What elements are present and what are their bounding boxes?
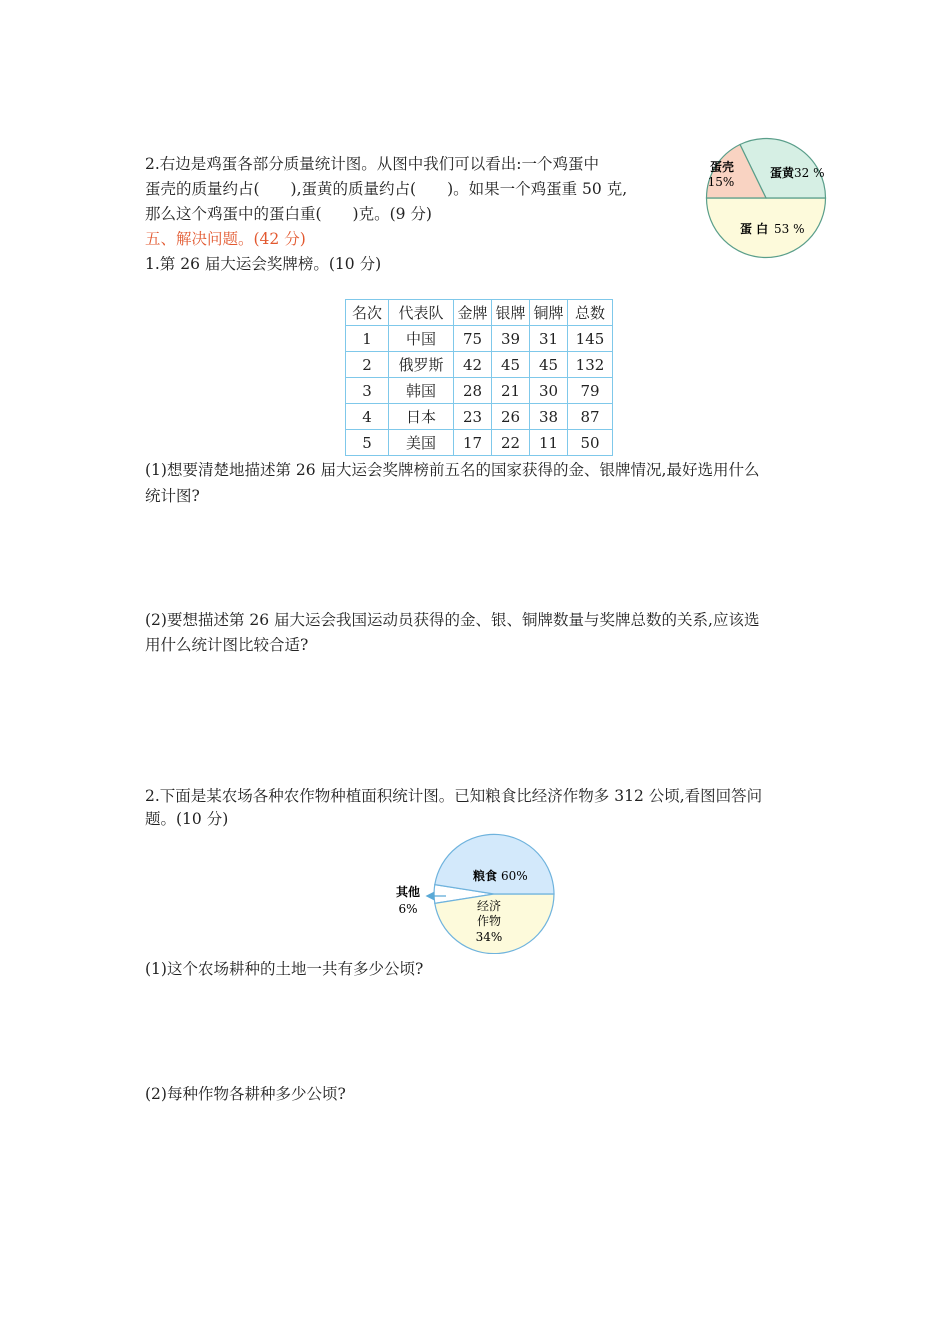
table-row (346, 326, 613, 352)
egg-white-value: 53 % (774, 222, 805, 236)
table-cell: 美国 (389, 430, 454, 456)
table-cell: 39 (492, 326, 530, 352)
table-cell: 145 (568, 326, 613, 352)
table-cell: 11 (530, 430, 568, 456)
egg-pie-chart (698, 132, 834, 264)
table-header-row (346, 300, 613, 326)
table-cell: 3 (346, 378, 389, 404)
table-cell: 31 (530, 326, 568, 352)
medal-sub1-line-2: 统计图? (145, 487, 200, 505)
table-cell: 26 (492, 404, 530, 430)
table-row (346, 378, 613, 404)
table-cell: 2 (346, 352, 389, 378)
table-header-cell: 总数 (568, 300, 613, 326)
medal-question-title: 1.第 26 届大运会奖牌榜。(10 分) (145, 255, 382, 273)
egg-white-label: 蛋 白 (740, 222, 769, 236)
economic-label-line-1: 经济 (476, 899, 502, 913)
farm-question-line-2: 题。(10 分) (145, 810, 229, 828)
farm-pie-chart (388, 824, 558, 954)
table-row (346, 430, 613, 456)
grain-label: 粮食 (473, 869, 498, 883)
table-cell: 中国 (389, 326, 454, 352)
table-cell: 42 (454, 352, 492, 378)
table-cell: 23 (454, 404, 492, 430)
medal-sub2-line-2: 用什么统计图比较合适? (145, 636, 309, 654)
table-cell: 38 (530, 404, 568, 430)
table-cell: 30 (530, 378, 568, 404)
farm-sub1: (1)这个农场耕种的土地一共有多少公顷? (145, 960, 424, 978)
table-cell: 17 (454, 430, 492, 456)
table-header-cell: 名次 (346, 300, 389, 326)
table-cell: 俄罗斯 (389, 352, 454, 378)
grain-value: 60% (501, 869, 528, 883)
table-cell: 5 (346, 430, 389, 456)
medal-sub2-line-1: (2)要想描述第 26 届大运会我国运动员获得的金、银、铜牌数量与奖牌总数的关系,应该选 (145, 611, 760, 629)
table-row (346, 352, 613, 378)
egg-yolk-label: 蛋黄 (770, 166, 795, 180)
egg-question-line-1: 2.右边是鸡蛋各部分质量统计图。从图中我们可以看出:一个鸡蛋中 (145, 155, 600, 173)
economic-value: 34% (475, 930, 503, 944)
table-cell: 1 (346, 326, 389, 352)
egg-question-line-2: 蛋壳的质量约占( ),蛋黄的质量约占( )。如果一个鸡蛋重 50 克, (145, 180, 628, 198)
table-header-cell: 代表队 (389, 300, 454, 326)
farm-question-line-1: 2.下面是某农场各种农作物种植面积统计图。已知粮食比经济作物多 312 公顷,看图回答问 (145, 787, 763, 805)
table-cell: 韩国 (389, 378, 454, 404)
table-cell: 132 (568, 352, 613, 378)
table-header-cell: 金牌 (454, 300, 492, 326)
egg-shell-value: 15% (707, 175, 735, 189)
table-cell: 22 (492, 430, 530, 456)
table-header-cell: 银牌 (492, 300, 530, 326)
egg-shell-label: 蛋壳 (709, 160, 735, 174)
table-cell: 45 (530, 352, 568, 378)
table-header-cell: 铜牌 (530, 300, 568, 326)
egg-yolk-value: 32 % (794, 166, 825, 180)
table-cell: 45 (492, 352, 530, 378)
economic-label-line-2: 作物 (476, 914, 502, 928)
table-cell: 4 (346, 404, 389, 430)
table-cell: 79 (568, 378, 613, 404)
medal-sub1-line-1: (1)想要清楚地描述第 26 届大运会奖牌榜前五名的国家获得的金、银牌情况,最好选用什么 (145, 461, 760, 479)
farm-slice-grain (435, 834, 554, 894)
other-value: 6% (398, 902, 418, 916)
table-cell: 50 (568, 430, 613, 456)
table-cell: 75 (454, 326, 492, 352)
medal-table (345, 299, 613, 456)
other-label: 其他 (395, 885, 421, 899)
table-cell: 28 (454, 378, 492, 404)
table-cell: 21 (492, 378, 530, 404)
farm-sub2: (2)每种作物各耕种多少公顷? (145, 1085, 346, 1103)
section-heading: 五、解决问题。(42 分) (145, 230, 306, 248)
table-cell: 日本 (389, 404, 454, 430)
table-row (346, 404, 613, 430)
egg-question-line-3: 那么这个鸡蛋中的蛋白重( )克。(9 分) (145, 205, 432, 223)
table-cell: 87 (568, 404, 613, 430)
